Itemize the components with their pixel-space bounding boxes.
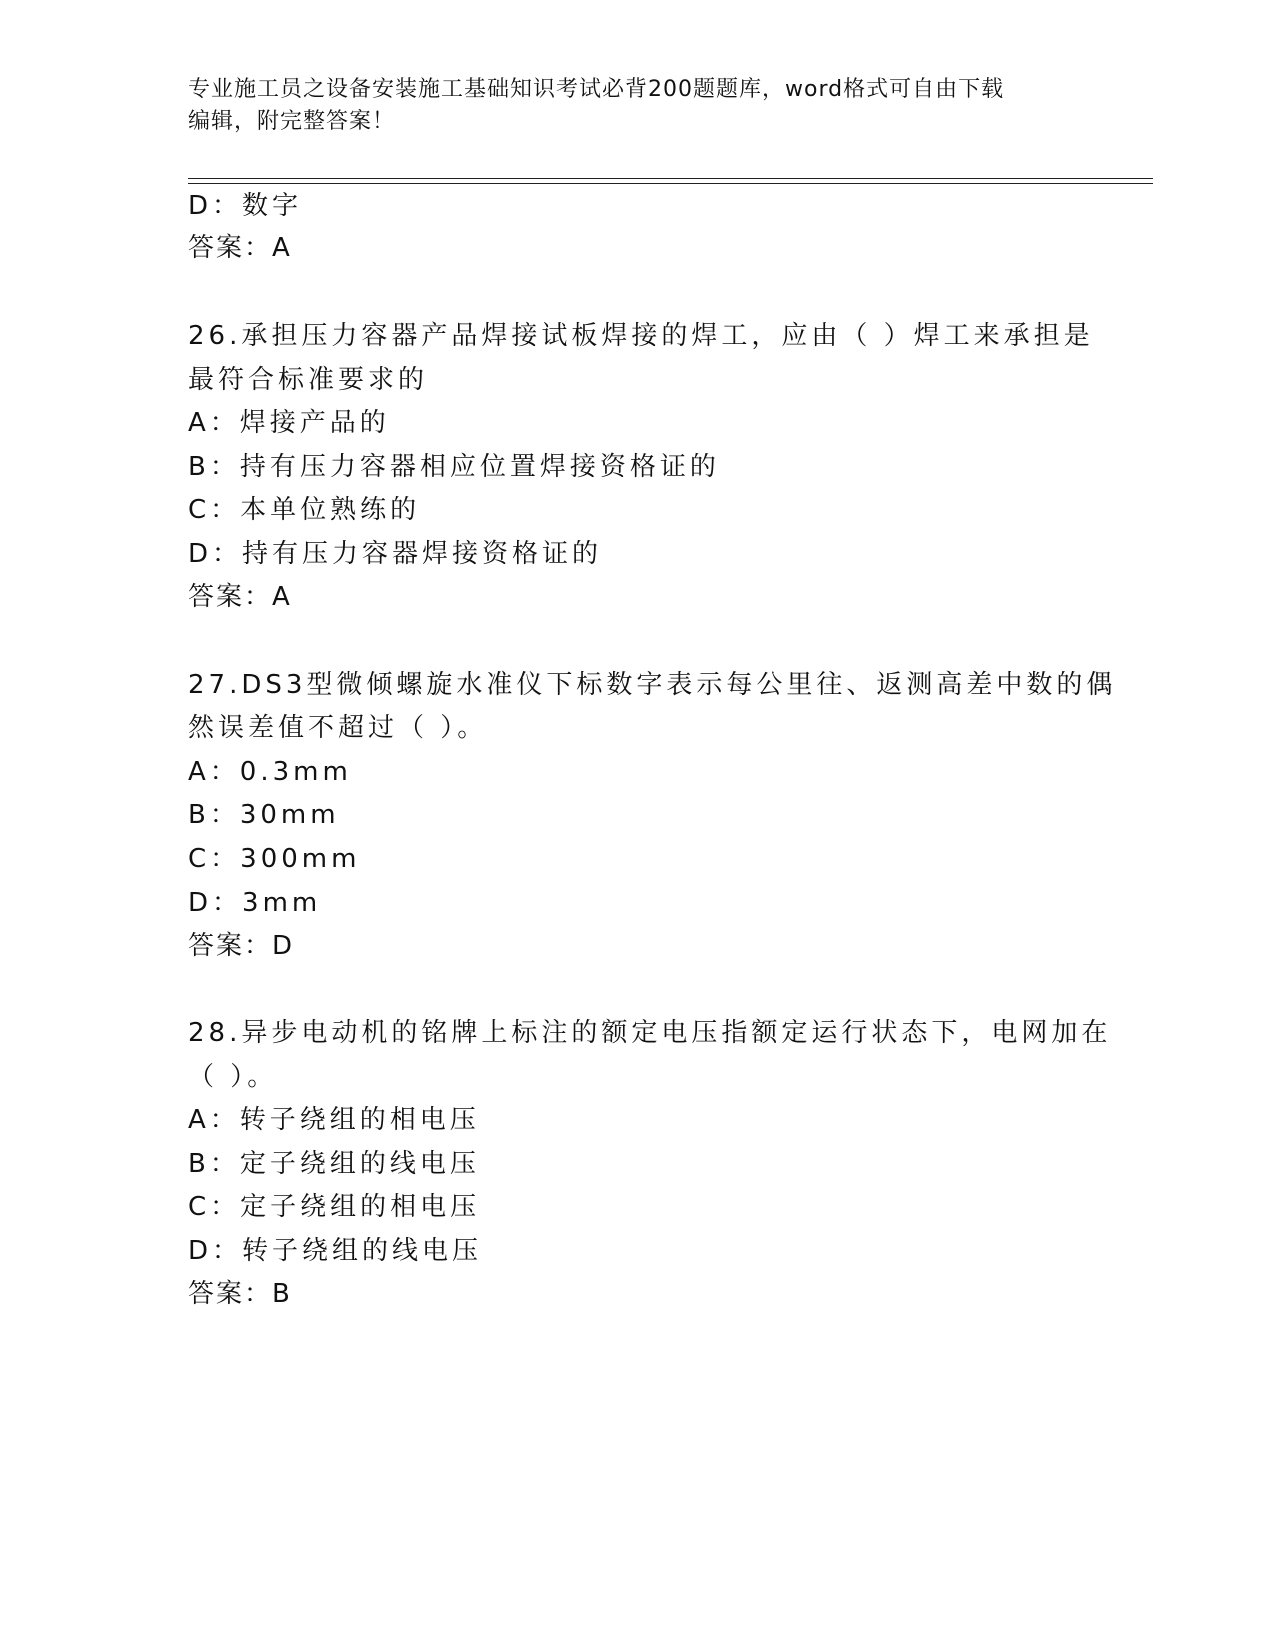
- header-rule-thin: [188, 178, 1153, 179]
- header-line-2: 编辑，附完整答案！: [188, 109, 396, 134]
- header-rule-thick: [188, 183, 1153, 184]
- answer: 答案：B: [188, 1279, 292, 1309]
- page-header: [188, 74, 1088, 138]
- option-a: A：转子绕组的相电压: [188, 1105, 480, 1135]
- option-c: C：定子绕组的相电压: [188, 1192, 481, 1222]
- option-b: B：30mm: [188, 800, 340, 830]
- option-a: A：0.3mm: [188, 757, 352, 787]
- answer: 答案：A: [188, 582, 292, 612]
- answer: 答案：D: [188, 931, 295, 961]
- question-stem-line: （ ）。: [188, 1062, 278, 1092]
- option-c: C：300mm: [188, 844, 361, 874]
- option-a: A：焊接产品的: [188, 408, 390, 438]
- option-c: C：本单位熟练的: [188, 495, 421, 525]
- answer: 答案：A: [188, 233, 292, 263]
- question-stem-line: 28.异步电动机的铭牌上标注的额定电压指额定运行状态下，电网加在: [188, 1018, 1112, 1048]
- question-stem-line: 最符合标准要求的: [188, 365, 429, 395]
- option-b: B：持有压力容器相应位置焊接资格证的: [188, 452, 720, 482]
- option-d: D：持有压力容器焊接资格证的: [188, 539, 603, 569]
- question-stem-line: 27.DS3型微倾螺旋水准仪下标数字表示每公里往、返测高差中数的偶: [188, 670, 1117, 700]
- option-b: B：定子绕组的线电压: [188, 1149, 480, 1179]
- question-stem-line: 然误差值不超过（ ）。: [188, 713, 488, 743]
- option-d: D：3mm: [188, 888, 322, 918]
- question-stem-line: 26.承担压力容器产品焊接试板焊接的焊工，应由（ ）焊工来承担是: [188, 321, 1094, 351]
- option-d: D：数字: [188, 191, 303, 221]
- option-d: D：转子绕组的线电压: [188, 1236, 483, 1266]
- header-line-1: 专业施工员之设备安装施工基础知识考试必背200题题库，word格式可自由下载: [188, 77, 1005, 102]
